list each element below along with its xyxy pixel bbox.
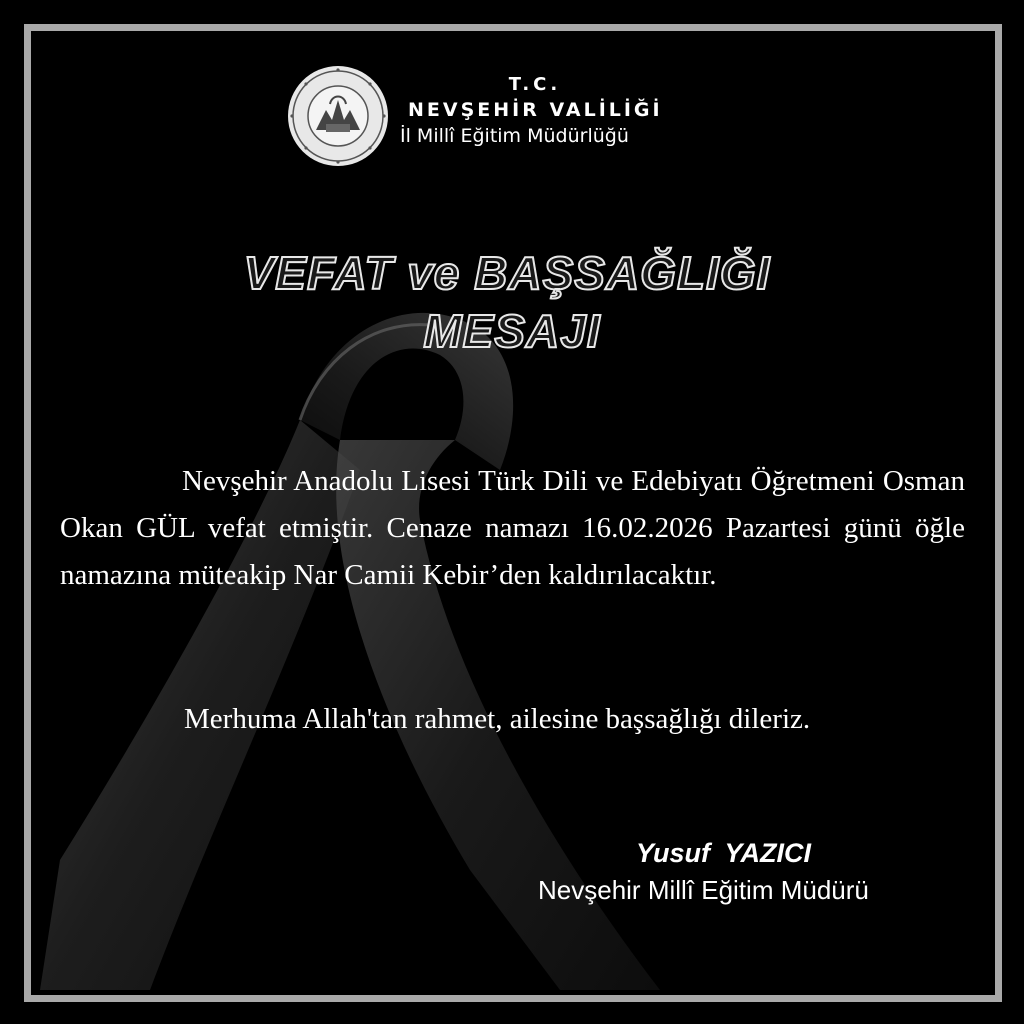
signature-title: Nevşehir Millî Eğitim Müdürü — [538, 875, 869, 905]
title-line-2: MESAJI — [423, 305, 601, 357]
condolence-wish: Merhuma Allah'tan rahmet, ailesine başsağlığı dileriz. — [184, 703, 811, 735]
header-mudurluk: İl Millî Eğitim Müdürlüğü — [400, 125, 629, 147]
title-line-1: VEFAT ve BAŞSAĞLIĞI — [243, 247, 771, 299]
institution-header — [400, 74, 700, 147]
header-tc: T.C. — [508, 74, 562, 95]
signature-name: Yusuf YAZICI — [636, 838, 812, 868]
nevsehir-valiligi-seal-icon — [286, 64, 390, 168]
page-title — [0, 244, 1024, 360]
header-valilik: NEVŞEHİR VALİLİĞİ — [408, 99, 663, 121]
message-paragraph: Nevşehir Anadolu Lisesi Türk Dili ve Edebiyatı Öğretmeni Osman Okan GÜL vefat etmiştir. Cenaze namazı 16.02.2026 Pazartesi günü öğle namazına müteakip Nar Camii Kebir’den kaldırılacaktır. — [60, 465, 965, 591]
